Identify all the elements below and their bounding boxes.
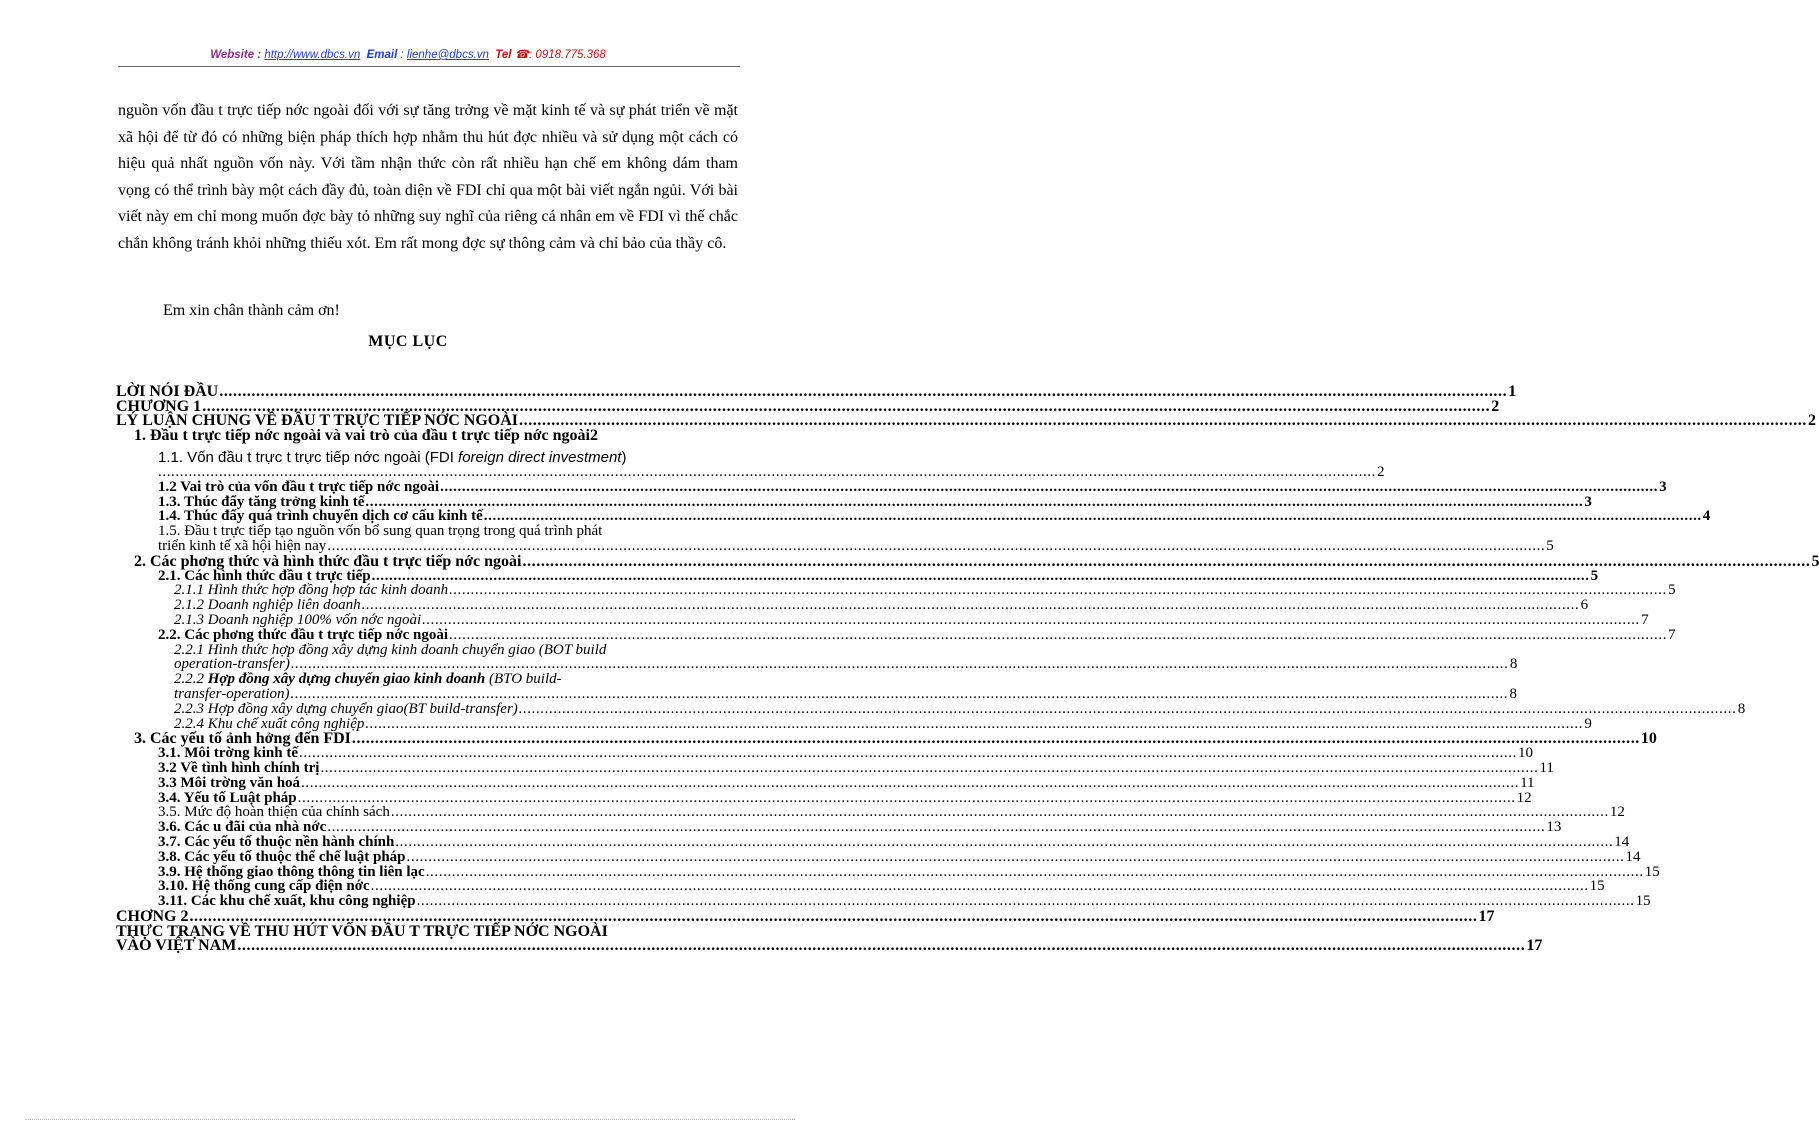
phone-icon: ☎ (514, 49, 530, 61)
toc-entry-text: CHƯƠNG 1 (116, 397, 202, 415)
toc-page: 5 (1811, 552, 1819, 570)
toc-entry-1-1-cont[interactable] (116, 463, 1385, 480)
toc-entry-2-1-1[interactable] (116, 582, 1676, 599)
toc-entry-thuc-trang-cont[interactable] (116, 937, 1543, 955)
toc-leader (449, 583, 1667, 598)
website-link[interactable]: http://www.dbcs.vn (264, 49, 361, 61)
toc-entry-text: 3.11. Các khu chế xuất, khu công nghiệp (158, 893, 416, 910)
toc-entry-text: CHƠNG 2 (116, 907, 189, 925)
toc-leader (440, 480, 1658, 495)
body-text (118, 98, 738, 257)
toc-entry-1-5-cont[interactable] (116, 537, 1554, 554)
toc-leader (219, 384, 1507, 399)
toc-entry-text: transfer-operation) (174, 685, 290, 702)
toc-entry-italic: foreign direct investment (458, 449, 622, 467)
toc-page: 13 (1546, 819, 1562, 836)
toc-entry-text: 2. Các phơng thức và hình thức đầu t trực tiếp nớc ngoài (134, 552, 522, 570)
toc-page: 3 (1584, 493, 1592, 510)
toc-entry-2-2-4[interactable] (116, 715, 1592, 732)
toc-entry-bold: Hợp đồng xây dựng chuyển giao kinh doanh (207, 671, 486, 688)
toc-entry-text: THỰC TRẠNG VỀ THU HÚT VỐN ĐẦU T TRỰC TIẾP NỚC NGOÀI (116, 922, 608, 940)
toc-entry-1-3[interactable] (116, 493, 1592, 510)
toc-entry-text: 3.10. Hệ thống cung cấp điện nớc (158, 878, 370, 895)
toc-entry-text: 2.1. Các hình thức đầu t trực tiếp (158, 567, 371, 584)
toc-entry-2-2-1-cont[interactable] (116, 656, 1518, 673)
toc-entry-3-8[interactable] (116, 848, 1641, 865)
toc-page: 3 (1659, 478, 1667, 495)
toc-leader (320, 761, 1538, 776)
toc-leader (484, 509, 1702, 524)
toc-page: 15 (1644, 863, 1660, 880)
toc-entry-2-1-3[interactable] (116, 611, 1649, 628)
toc-page: 8 (1509, 656, 1518, 673)
toc-entry-text: 1.2 Vai trò của vốn đầu t trực tiếp nớc ngoài (158, 478, 440, 495)
toc-leader (352, 731, 1640, 746)
toc-page: 12 (1516, 789, 1532, 806)
toc-page: 12 (1609, 804, 1625, 821)
toc-page: 8 (1509, 685, 1518, 702)
toc-entry-text: 2.2. Các phơng thức đầu t trực tiếp nớc ngoài (158, 626, 449, 643)
toc-entry-2[interactable] (116, 552, 1819, 570)
toc-leader (417, 894, 1635, 909)
toc-entry-text: 3.9. Hệ thống giao thông thông tin liên lạc (158, 863, 425, 880)
table-of-contents (116, 382, 1819, 955)
toc-entry-1-5[interactable] (116, 524, 738, 539)
toc-entry-text: 3.5. Mức độ hoàn thiện của chính sách (158, 804, 390, 821)
toc-entry-1-4[interactable] (116, 508, 1711, 525)
toc-page: 5 (1590, 567, 1599, 584)
toc-leader (327, 820, 1545, 835)
toc-entry-text: 1.3. Thúc đẩy tăng trởng kinh tế (158, 493, 365, 510)
toc-entry-text: 1. Đầu t trực tiếp nớc ngoài và vai trò của đầu t trực tiếp nớc ngoài (134, 427, 590, 445)
toc-page: 2 (1491, 397, 1500, 415)
toc-entry-loi-noi-dau[interactable] (116, 382, 1517, 400)
email-separator: : (400, 49, 404, 61)
toc-entry-text: LÝ LUẬN CHUNG VỀ ĐẦU T TRỰC TIẾP NỚC NGOÀI (116, 412, 518, 430)
toc-leader (407, 850, 1625, 865)
toc-entry-2-2[interactable] (116, 626, 1676, 643)
page-header (0, 47, 816, 61)
email-label: Email (366, 49, 398, 61)
toc-entry-3-6[interactable] (116, 819, 1562, 836)
toc-page: 7 (1641, 611, 1649, 628)
toc-leader (519, 413, 1807, 428)
toc-page: 15 (1635, 893, 1651, 910)
toc-leader (158, 465, 1376, 480)
toc-leader (449, 628, 1667, 643)
toc-page: 9 (1584, 715, 1592, 732)
toc-page: 14 (1614, 833, 1630, 850)
toc-page: 17 (1526, 937, 1543, 955)
toc-leader (365, 495, 1583, 510)
toc-page: 14 (1625, 848, 1641, 865)
toc-entry-chuong-2[interactable] (116, 907, 1495, 925)
toc-entry-text: 2.1.1 Hình thức hợp đồng hợp tác kinh doanh (174, 582, 449, 599)
toc-entry-2-2-2[interactable] (116, 672, 738, 687)
toc-page: 1 (1508, 382, 1517, 400)
toc-entry-text: 2.1.3 Doanh nghiệp 100% vốn nớc ngoài (174, 611, 422, 628)
toc-entry-3-9[interactable] (116, 863, 1660, 880)
toc-entry-text: 2.2.3 Hợp đồng xây dựng chuyển giao(BT build-transfer) (174, 700, 518, 717)
toc-leader (298, 791, 1516, 806)
toc-entry-text: 3.2 Về tình hình chính trị (158, 759, 320, 776)
toc-leader (189, 909, 1477, 924)
toc-leader (299, 746, 1517, 761)
toc-entry-text: triển kinh tế xã hội hiện nay (158, 537, 327, 554)
toc-page: 8 (1737, 700, 1746, 717)
toc-leader (301, 776, 1519, 791)
toc-entry-text: 1.4. Thúc đẩy quá trình chuyển dịch cơ cấu kinh tế (158, 508, 483, 525)
toc-page: 11 (1539, 759, 1554, 776)
tel-label: Tel (495, 49, 512, 61)
toc-page: 6 (1580, 597, 1589, 614)
toc-entry-3-1[interactable] (116, 745, 1533, 762)
intro-paragraph: nguồn vốn đầu t trực tiếp nớc ngoài đối với sự tăng trởng về mặt kinh tế và sự phát triển về mặt xã hội để từ đó có những biện pháp thích hợp nhằm thu hút đợc nhiều và sử dụng một cách có hiệu quả nhất nguồn vốn này. Với tầm nhận thức còn rất nhiều hạn chế em không dám tham vọng có thể trình bày một cách đầy đủ, toàn diện về FDI chỉ qua một bài viết ngắn ngủi. Với bài viết này em chỉ mong muốn đợc bày tỏ những suy nghĩ của riêng cá nhân em về FDI vì thế chắc chắn không tránh khỏi những thiếu xót. Em rất mong đợc sự thông cảm và chỉ bảo của thầy cô. (118, 102, 738, 252)
toc-entry-3-7[interactable] (116, 833, 1630, 850)
header-rule (118, 66, 740, 67)
toc-entry-2-2-2-cont[interactable] (116, 685, 1518, 702)
toc-leader (422, 613, 1640, 628)
toc-entry-1-2[interactable] (116, 478, 1667, 495)
toc-page: 11 (1520, 774, 1535, 791)
toc-leader (522, 554, 1810, 569)
toc-leader (291, 657, 1509, 672)
toc-entry-text: 3.3 Môi trờng văn hoá (158, 774, 301, 791)
toc-entry-3[interactable] (116, 730, 1657, 748)
toc-entry-text: 1.5. Đầu t trực tiếp tạo nguồn vốn bổ sung quan trọng trong quá trình phát (158, 523, 603, 540)
toc-entry-3-2[interactable] (116, 759, 1554, 776)
toc-entry-text: 3. Các yếu tố ảnh hởng đến FDI (134, 730, 351, 748)
toc-page: 7 (1668, 626, 1676, 643)
toc-entry-text: 2.2.1 Hình thức hợp đồng xây dựng kinh doanh chuyển giao (BOT build (174, 641, 607, 658)
toc-entry-text: 2.1.2 Doanh nghiệp liên doanh (174, 597, 361, 614)
toc-page: 2 (1377, 463, 1385, 480)
toc-leader (365, 717, 1583, 732)
toc-page: 5 (1668, 582, 1676, 599)
toc-entry-text: 3.7. Các yếu tố thuộc nền hành chính (158, 833, 395, 850)
toc-leader (371, 879, 1589, 894)
toc-leader (362, 598, 1580, 613)
toc-leader (395, 835, 1613, 850)
toc-entry-3-4[interactable] (116, 789, 1532, 806)
toc-entry-2-2-3[interactable] (116, 700, 1746, 717)
toc-page: 2 (1808, 412, 1816, 430)
toc-entry-2-1[interactable] (116, 567, 1599, 584)
toc-entry-3-3[interactable] (116, 774, 1535, 791)
toc-entry-text: 3.8. Các yếu tố thuộc thể chế luật pháp (158, 848, 406, 865)
toc-entry-text: 3.6. Các u đãi của nhà nớc (158, 819, 327, 836)
toc-entry-1[interactable] (116, 428, 738, 443)
toc-entry-3-11[interactable] (116, 893, 1651, 910)
toc-entry-ly-luan-chung[interactable] (116, 412, 1816, 430)
toc-entry-text: VÀO VIỆT NAM (116, 937, 237, 955)
toc-leader (391, 805, 1609, 820)
toc-entry-text: 3.1. Môi trờng kinh tế (158, 745, 298, 762)
toc-entry-text: operation-transfer) (174, 656, 290, 673)
toc-page: 10 (1640, 730, 1657, 748)
toc-leader (327, 539, 1545, 554)
toc-entry-text: 2.2.4 Khu chế xuất công nghiệp (174, 715, 365, 732)
footer-rule (25, 1119, 795, 1120)
toc-leader (426, 865, 1644, 880)
toc-page: 15 (1589, 878, 1605, 895)
toc-leader (291, 687, 1509, 702)
toc-entry-2-1-2[interactable] (116, 597, 1589, 614)
thanks-line: Em xin chân thành cảm ơn! (163, 302, 340, 319)
toc-entry-text: 3.4. Yếu tố Luật pháp (158, 789, 297, 806)
toc-entry-3-5[interactable] (116, 804, 1625, 821)
toc-page: 2 (590, 427, 598, 445)
website-label: Website : (210, 49, 262, 61)
toc-leader (237, 938, 1525, 953)
toc-page: 10 (1517, 745, 1533, 762)
toc-title: MỤC LỤC (368, 333, 448, 350)
email-link[interactable]: lienhe@dbcs.vn (406, 49, 489, 61)
toc-entry-text: 2.2.2 Hợp đồng xây dựng chuyển giao kinh doanh (BTO build- (174, 671, 562, 688)
toc-entry-1-1[interactable] (116, 443, 738, 465)
toc-page: 5 (1546, 537, 1554, 554)
tel-value: : 0918.775.368 (529, 49, 606, 61)
toc-entry-2-2-1[interactable] (116, 643, 738, 658)
toc-leader (372, 569, 1590, 584)
toc-entry-text: LỜI NÓI ĐẦU (116, 382, 219, 400)
toc-page: 17 (1478, 907, 1495, 925)
toc-leader (519, 702, 1737, 717)
toc-entry-3-10[interactable] (116, 878, 1605, 895)
toc-entry-text: 1.1. Vốn đầu t trực t trực tiếp nớc ngoài (FDI foreign direct investment) (158, 449, 627, 467)
toc-page: 4 (1702, 508, 1711, 525)
